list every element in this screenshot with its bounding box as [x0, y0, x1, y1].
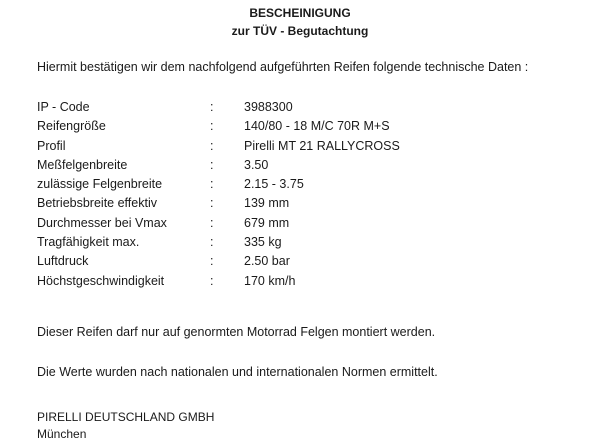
spec-value: 140/80 - 18 M/C 70R M+S [244, 119, 390, 134]
spec-value: 2.15 - 3.75 [244, 177, 304, 192]
spec-separator: : [210, 215, 214, 230]
spec-row-profile [37, 137, 557, 156]
company-name: PIRELLI DEUTSCHLAND GMBH [37, 410, 215, 424]
spec-label: Höchstgeschwindigkeit [37, 273, 165, 288]
spec-label: Luftdruck [37, 254, 89, 269]
spec-row-ip-code [37, 98, 557, 117]
tire-spec-table [37, 98, 557, 291]
intro-paragraph: Hiermit bestätigen wir dem nachfolgend aufgeführten Reifen folgende technische Daten : [37, 60, 529, 74]
spec-row-permitted-rim-width [37, 175, 557, 194]
spec-label: Betriebsbreite effektiv [37, 196, 157, 211]
spec-label: IP - Code [37, 100, 90, 114]
spec-row-measuring-rim-width [37, 156, 557, 175]
document-title: BESCHEINIGUNG [249, 6, 351, 20]
spec-separator: : [210, 100, 214, 114]
spec-value: 2.50 bar [244, 254, 290, 269]
spec-separator: : [210, 196, 214, 211]
spec-label: Tragfähigkeit max. [37, 235, 140, 250]
spec-row-max-speed [37, 272, 557, 291]
spec-separator: : [210, 138, 214, 153]
document-subtitle: zur TÜV - Begutachtung [231, 24, 369, 38]
spec-row-effective-width [37, 194, 557, 213]
spec-label: zulässige Felgenbreite [37, 177, 163, 192]
rim-note-paragraph: Dieser Reifen darf nur auf genormten Motorrad Felgen montiert werden. [37, 325, 436, 339]
spec-row-max-load [37, 233, 557, 252]
spec-separator: : [210, 119, 214, 134]
spec-separator: : [210, 157, 214, 172]
spec-value: 139 mm [244, 196, 290, 211]
spec-label: Meßfelgenbreite [37, 157, 128, 172]
norms-note-paragraph: Die Werte wurden nach nationalen und internationalen Normen ermittelt. [37, 365, 438, 379]
spec-label: Profil [37, 138, 66, 153]
spec-row-tire-size [37, 117, 557, 136]
spec-value: 3.50 [244, 157, 269, 172]
spec-value: Pirelli MT 21 RALLYCROSS [244, 138, 400, 153]
spec-separator: : [210, 273, 214, 288]
spec-label: Reifengröße [37, 119, 106, 134]
spec-label: Durchmesser bei Vmax [37, 215, 167, 230]
spec-separator: : [210, 254, 214, 269]
company-city: München [37, 427, 87, 441]
spec-row-air-pressure [37, 252, 557, 271]
spec-value: 679 mm [244, 215, 290, 230]
spec-row-diameter-vmax [37, 214, 557, 233]
spec-separator: : [210, 235, 214, 250]
spec-separator: : [210, 177, 214, 192]
spec-value: 335 kg [244, 235, 282, 250]
spec-value: 170 km/h [244, 273, 296, 288]
spec-value: 3988300 [244, 100, 293, 114]
